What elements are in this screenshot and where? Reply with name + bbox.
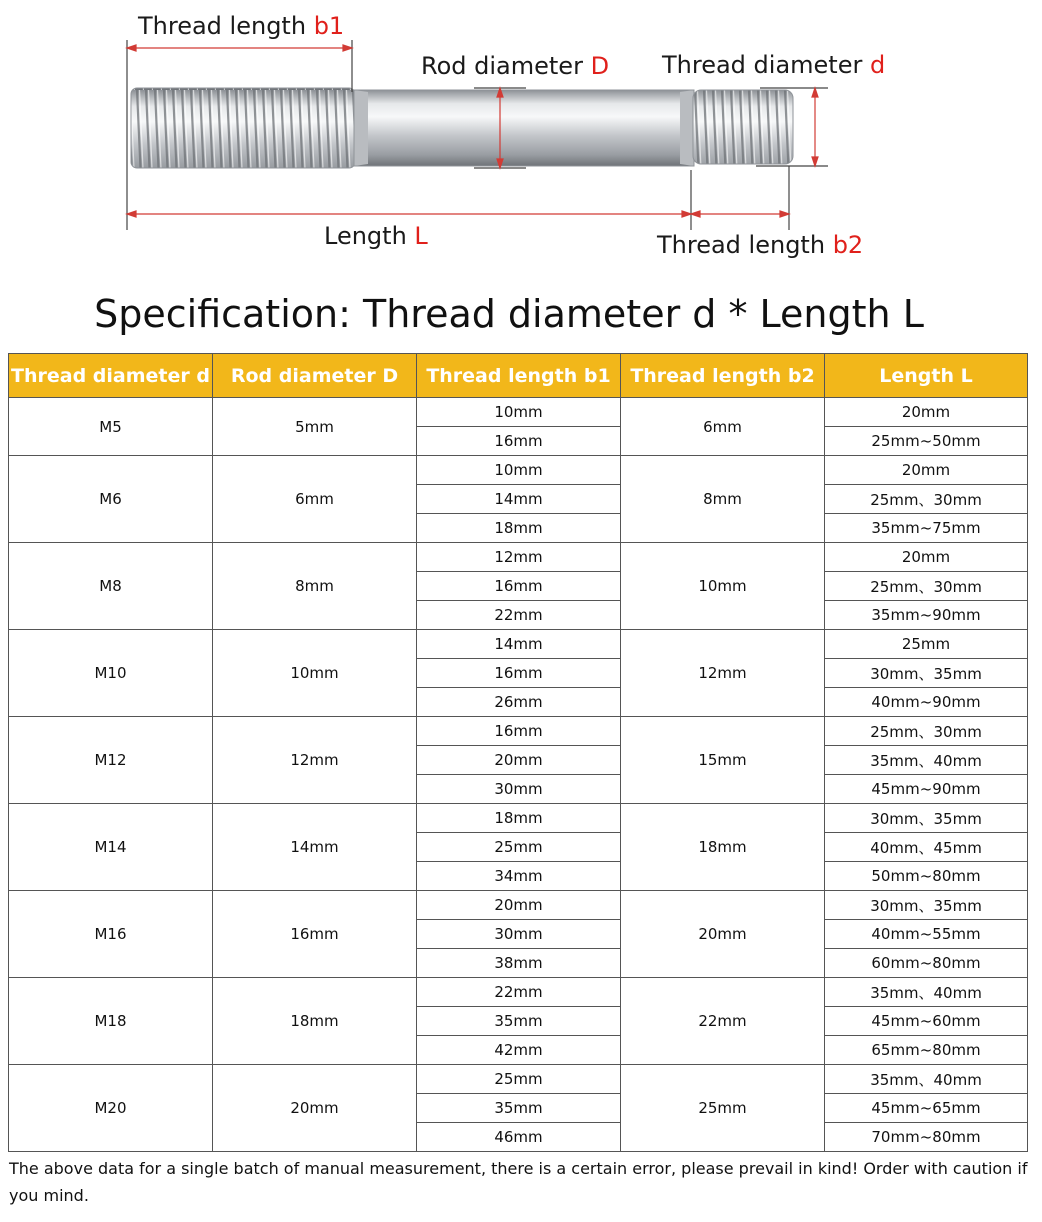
- table-row: [9, 398, 1028, 427]
- cell-thread-length-b1: 46mm: [417, 1123, 621, 1152]
- cell-thread-diameter: M16: [9, 891, 213, 978]
- stud-bolt-diagram: [0, 0, 1042, 285]
- cell-length: 35mm、40mm: [825, 746, 1028, 775]
- header-thread-length-b2: Thread length b2: [621, 354, 825, 398]
- cell-length: 30mm、35mm: [825, 891, 1028, 920]
- table-row: [9, 978, 1028, 1007]
- cell-thread-length-b1: 38mm: [417, 949, 621, 978]
- cell-thread-length-b2: 20mm: [621, 891, 825, 978]
- cell-thread-length-b2: 6mm: [621, 398, 825, 456]
- header-row: [9, 354, 1028, 398]
- label-symbol: L: [414, 222, 428, 250]
- header-length: Length L: [825, 354, 1028, 398]
- cell-thread-length-b2: 12mm: [621, 630, 825, 717]
- cell-thread-diameter: M18: [9, 978, 213, 1065]
- cell-rod-diameter: 16mm: [213, 891, 417, 978]
- cell-length: 25mm、30mm: [825, 717, 1028, 746]
- label-thread-length-b2: [657, 233, 863, 257]
- label-thread-length-b1: [138, 14, 344, 38]
- cell-length: 30mm、35mm: [825, 804, 1028, 833]
- cell-length: 35mm、40mm: [825, 978, 1028, 1007]
- cell-thread-length-b2: 10mm: [621, 543, 825, 630]
- cell-rod-diameter: 12mm: [213, 717, 417, 804]
- label-symbol: D: [590, 52, 610, 80]
- label-text: Thread length: [657, 231, 833, 259]
- cell-length: 40mm、45mm: [825, 833, 1028, 862]
- cell-length: 20mm: [825, 543, 1028, 572]
- table-row: [9, 804, 1028, 833]
- cell-thread-length-b1: 22mm: [417, 601, 621, 630]
- cell-thread-length-b1: 14mm: [417, 630, 621, 659]
- cell-thread-diameter: M20: [9, 1065, 213, 1152]
- cell-length: 25mm、30mm: [825, 485, 1028, 514]
- cell-thread-length-b1: 10mm: [417, 398, 621, 427]
- cell-thread-length-b1: 25mm: [417, 1065, 621, 1094]
- cell-rod-diameter: 5mm: [213, 398, 417, 456]
- cell-thread-length-b1: 22mm: [417, 978, 621, 1007]
- cell-length: 70mm~80mm: [825, 1123, 1028, 1152]
- table-row: [9, 543, 1028, 572]
- cell-thread-diameter: M8: [9, 543, 213, 630]
- stud-bolt-illustration: [0, 0, 1042, 285]
- cell-length: 40mm~90mm: [825, 688, 1028, 717]
- cell-length: 20mm: [825, 456, 1028, 485]
- label-rod-diameter: [421, 54, 609, 78]
- spec-title: Specification: Thread diameter d * Length L: [94, 292, 924, 336]
- cell-thread-length-b2: 25mm: [621, 1065, 825, 1152]
- cell-rod-diameter: 6mm: [213, 456, 417, 543]
- rod-shape: [354, 90, 694, 166]
- cell-rod-diameter: 8mm: [213, 543, 417, 630]
- cell-thread-length-b1: 35mm: [417, 1007, 621, 1036]
- cell-length: 50mm~80mm: [825, 862, 1028, 891]
- cell-thread-length-b1: 18mm: [417, 804, 621, 833]
- label-text: Thread diameter: [662, 51, 870, 79]
- label-symbol: b2: [832, 231, 864, 259]
- header-rod-diameter: Rod diameter D: [213, 354, 417, 398]
- header-thread-diameter: Thread diameter d: [9, 354, 213, 398]
- cell-thread-diameter: M14: [9, 804, 213, 891]
- cell-thread-length-b1: 16mm: [417, 427, 621, 456]
- cell-length: 40mm~55mm: [825, 920, 1028, 949]
- cell-thread-length-b1: 34mm: [417, 862, 621, 891]
- cell-thread-length-b1: 18mm: [417, 514, 621, 543]
- cell-rod-diameter: 20mm: [213, 1065, 417, 1152]
- cell-thread-length-b1: 42mm: [417, 1036, 621, 1065]
- cell-thread-length-b2: 22mm: [621, 978, 825, 1065]
- cell-rod-diameter: 10mm: [213, 630, 417, 717]
- cell-length: 20mm: [825, 398, 1028, 427]
- cell-thread-length-b1: 35mm: [417, 1094, 621, 1123]
- cell-length: 25mm: [825, 630, 1028, 659]
- label-text: Length: [324, 222, 415, 250]
- thread-b1-shape: [131, 88, 355, 168]
- table-row: [9, 1065, 1028, 1094]
- header-thread-length-b1: Thread length b1: [417, 354, 621, 398]
- label-text: Thread length: [138, 12, 314, 40]
- cell-thread-length-b1: 26mm: [417, 688, 621, 717]
- cell-thread-length-b1: 20mm: [417, 891, 621, 920]
- spec-table-body: [9, 398, 1028, 1152]
- label-length: [324, 224, 428, 248]
- cell-length: 65mm~80mm: [825, 1036, 1028, 1065]
- cell-thread-length-b2: 18mm: [621, 804, 825, 891]
- cell-rod-diameter: 18mm: [213, 978, 417, 1065]
- cell-length: 35mm~75mm: [825, 514, 1028, 543]
- cell-thread-length-b1: 30mm: [417, 920, 621, 949]
- cell-length: 45mm~60mm: [825, 1007, 1028, 1036]
- cell-thread-diameter: M10: [9, 630, 213, 717]
- spec-table: [8, 353, 1028, 1152]
- cell-thread-length-b2: 8mm: [621, 456, 825, 543]
- cell-length: 35mm~90mm: [825, 601, 1028, 630]
- cell-length: 25mm、30mm: [825, 572, 1028, 601]
- table-row: [9, 717, 1028, 746]
- label-text: Rod diameter: [421, 52, 591, 80]
- spec-table-header: [9, 354, 1028, 398]
- cell-length: 35mm、40mm: [825, 1065, 1028, 1094]
- thread-b2-shape: [693, 90, 793, 164]
- table-row: [9, 456, 1028, 485]
- cell-thread-length-b1: 16mm: [417, 572, 621, 601]
- cell-thread-length-b1: 20mm: [417, 746, 621, 775]
- cell-thread-diameter: M6: [9, 456, 213, 543]
- label-symbol: b1: [313, 12, 345, 40]
- cell-length: 30mm、35mm: [825, 659, 1028, 688]
- cell-thread-length-b1: 16mm: [417, 659, 621, 688]
- label-thread-diameter: [662, 53, 885, 77]
- cell-thread-length-b1: 14mm: [417, 485, 621, 514]
- cell-thread-length-b1: 12mm: [417, 543, 621, 572]
- cell-length: 45mm~90mm: [825, 775, 1028, 804]
- table-row: [9, 630, 1028, 659]
- cell-length: 25mm~50mm: [825, 427, 1028, 456]
- cell-length: 60mm~80mm: [825, 949, 1028, 978]
- footnote: The above data for a single batch of manual measurement, there is a certain error, please prevail in kind! Order with caution if you mind.: [9, 1159, 1028, 1205]
- cell-thread-length-b1: 10mm: [417, 456, 621, 485]
- cell-rod-diameter: 14mm: [213, 804, 417, 891]
- cell-thread-length-b1: 25mm: [417, 833, 621, 862]
- label-symbol: d: [869, 51, 886, 79]
- cell-thread-diameter: M12: [9, 717, 213, 804]
- cell-length: 45mm~65mm: [825, 1094, 1028, 1123]
- cell-thread-length-b2: 15mm: [621, 717, 825, 804]
- cell-thread-length-b1: 16mm: [417, 717, 621, 746]
- cell-thread-diameter: M5: [9, 398, 213, 456]
- table-row: [9, 891, 1028, 920]
- cell-thread-length-b1: 30mm: [417, 775, 621, 804]
